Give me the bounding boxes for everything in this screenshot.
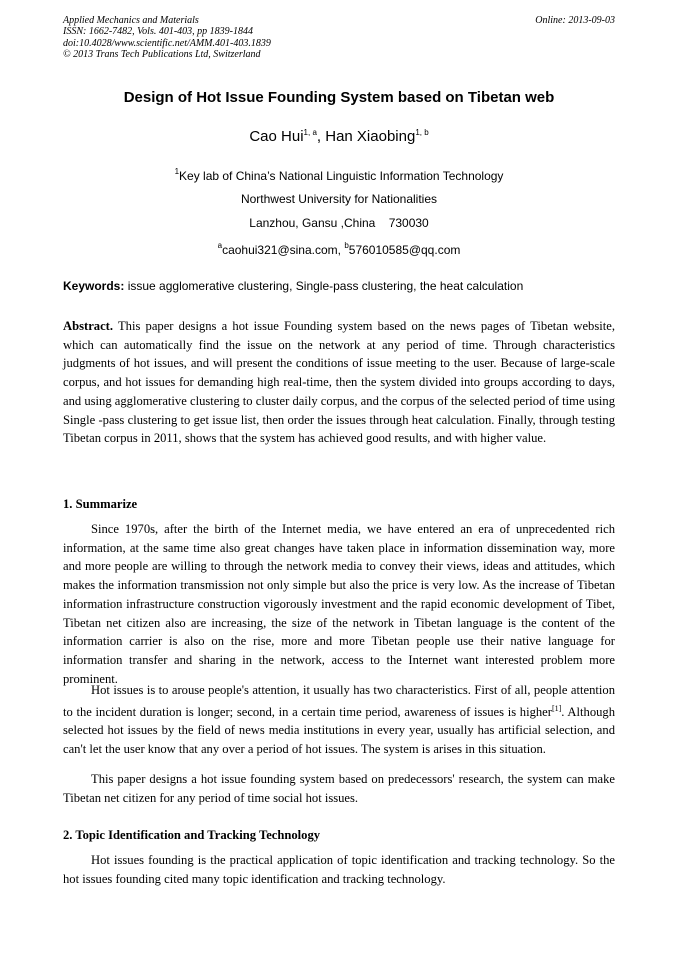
journal-issn: ISSN: 1662-7482, Vols. 401-403, pp 1839-1844 [63, 26, 253, 38]
email-line [0, 241, 678, 257]
section-2-paragraph-1: Hot issues founding is the practical application of topic identification and tracking technology. So the hot issues founding cited many topic identification and tracking technology. [63, 853, 615, 886]
author-list [0, 128, 678, 145]
affiliation-line-2: Northwest University for Nationalities [240, 192, 438, 206]
journal-copyright: © 2013 Trans Tech Publications Ltd, Switzerland [63, 49, 261, 61]
email-b: 576010585@qq.com [348, 243, 461, 257]
online-date: Online: 2013-09-03 [535, 15, 615, 26]
journal-doi: doi:10.4028/www.scientific.net/AMM.401-403.1839 [63, 37, 271, 49]
abstract-text: This paper designs a hot issue Founding system based on the news pages of Tibetan website, which can automatically find the issue on the network at any period of time. Through characteristics judgments of hot issues, and will present the conditions of issue meeting to the user. Because of large-scale corpus, and hot issues for demanding high real-time, then the system divided into groups according to days, and using agglomerative clustering to cluster daily corpus, and the corpus of the selected period of time using Single -pass clustering to get issue list, then order the issues through heat calculation. Finally, through testing Tibetan corpus in 2011, shows that the system has achieved good results, and with higher value. [63, 319, 615, 446]
section-1-heading: 1. Summarize [63, 497, 138, 511]
section-2-heading: 2. Topic Identification and Tracking Technology [63, 828, 321, 842]
author-1: Cao Hui [249, 128, 304, 145]
author-1-affiliation-mark: 1, a [303, 128, 317, 137]
abstract-paragraph [63, 317, 615, 448]
section-1-paragraph-3: This paper designs a hot issue founding system based on predecessors' research, the system can make Tibetan net citizen for any period of time social hot issues. [63, 772, 615, 805]
journal-header [63, 15, 615, 61]
author-separator: , [316, 128, 326, 145]
citation-ref[interactable]: [1] [551, 703, 562, 713]
author-2: Han Xiaobing [325, 128, 416, 145]
author-2-affiliation-mark: 1, b [415, 128, 429, 137]
email-a: caohui321@sina.com, [222, 243, 345, 257]
email-b-mark: b [344, 241, 349, 250]
abstract-label: Abstract. [63, 319, 114, 333]
email-a-mark: a [217, 241, 223, 250]
journal-name: Applied Mechanics and Materials [63, 15, 199, 26]
section-1-paragraph-2: Hot issues is to arouse people's attention, it usually has two characteristics. First of all, people attention to the incident duration is longer; second, in a certain time period, awareness of issues is higher[1]. Although selected hot issues by the field of news media institutions in every year, usually has artificial selection, and can't let the user know that any over a period of hot issues. The system is arises in this situation. [63, 683, 616, 757]
section-1-paragraph-1: Since 1970s, after the birth of the Internet media, we have entered an era of unprecedented rich information, at the same time also great changes have taken place in information dissemination way, more and more people are willing to through the network media to convey their views, ideas and attitudes, which makes the information transmission not only simple but also the price is very low. As the increase of Tibetan information infrastructure construction vigorously investment and the rapid economic development of Tibet, Tibetan net citizen also are increasing, the size of the network in Tibetan language is the content of the information carrier is also on the rise, more and more Tibetan people use their native language for information transfer and sharing in the network, access to the Internet want interested problem more prominent. [63, 522, 615, 686]
keywords-label: Keywords: [63, 279, 125, 293]
keywords-text: issue agglomerative clustering, Single-pass clustering, the heat calculation [124, 279, 524, 293]
paper-title: Design of Hot Issue Founding System based on Tibetan web [123, 89, 555, 106]
affiliation-line-1: $^1$Key lab of China’s National Linguistic Information Technology [174, 167, 504, 183]
affiliation-line-3: Lanzhou, Gansu ,China 730030 [249, 216, 429, 230]
affiliation-mark: 1 [174, 167, 180, 176]
keywords [63, 279, 615, 293]
